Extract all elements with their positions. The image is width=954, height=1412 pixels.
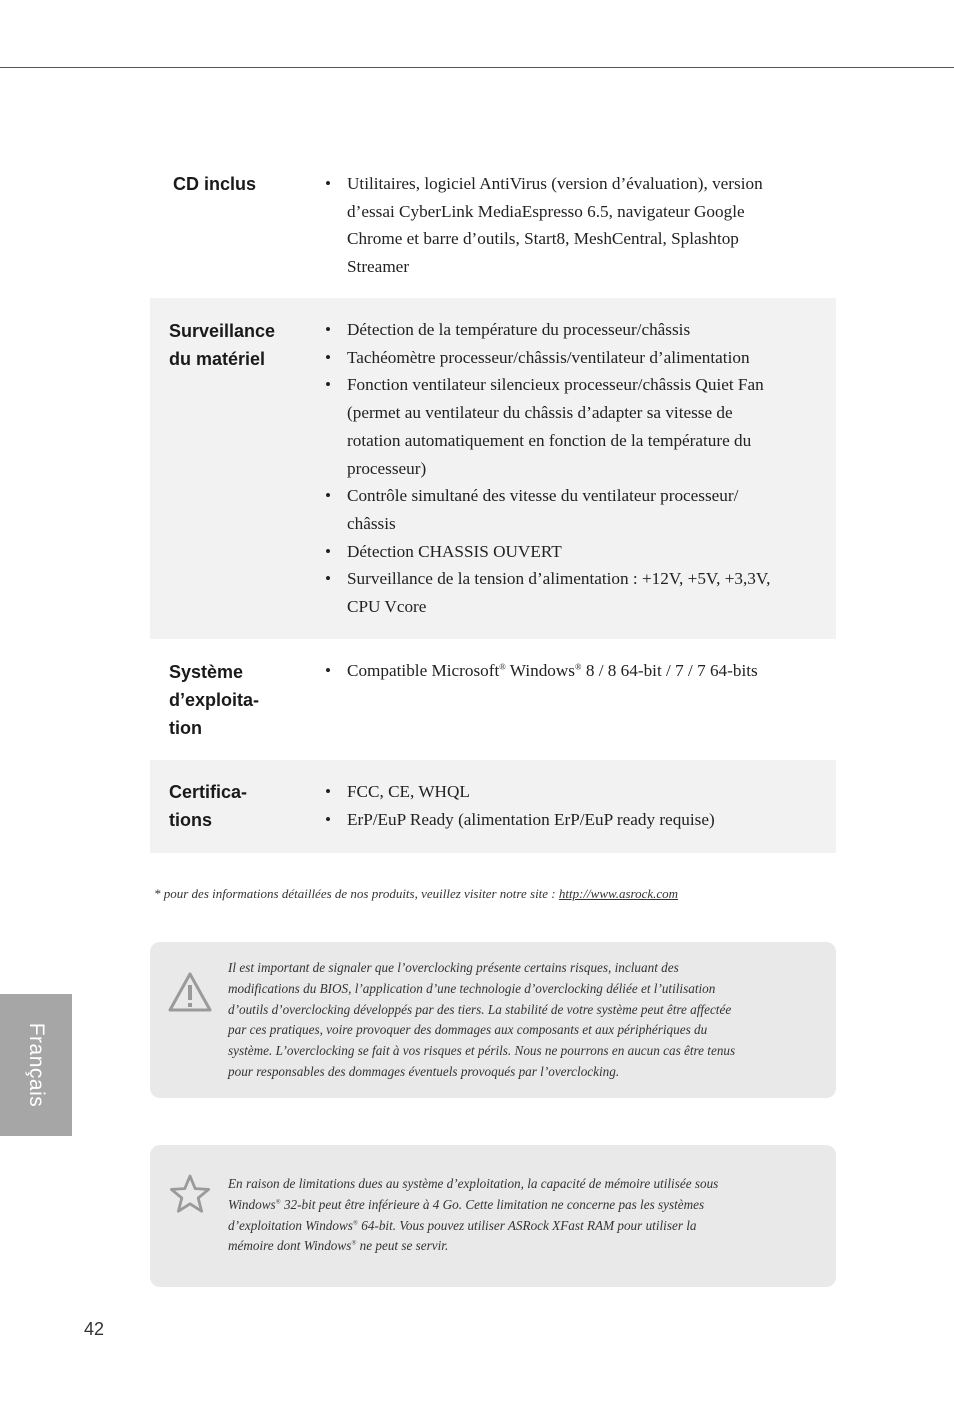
list-item: • Tachéomètre processeur/châssis/ventilateur d’alimentation [325,347,750,367]
spec-label-certifications: Certifica- tions [169,782,248,830]
spec-row-os [150,639,836,760]
spec-list-cd [325,170,785,281]
spec-row-cd [150,168,836,298]
page-number: 42 [84,1319,105,1339]
spec-list-certifications [325,778,785,833]
memory-note-text: En raison de limitations dues au système d’exploitation, la capacité de mémoire utilisée sous Windows® 32-bit peut être inférieure à 4 Go. Cette limitation ne concerne pas les systèmes d’exploitation Windows® 64-bit. Vous pouvez utiliser ASRock XFast RAM pour utiliser la mémoire dont Windows® ne peut se servir. [228,1176,719,1254]
footnote: * pour des informations détaillées de nos produits, veuillez visiter notre site : http://www.asrock.com [154,886,679,901]
language-side-tab: Français [0,994,72,1136]
warning-note [150,942,836,1098]
spec-list-os [325,657,805,685]
list-item: • Fonction ventilateur silencieux processeur/châssis Quiet Fan (permet au ventilateur du châssis d’adapter sa vitesse de rotation automatiquement en fonction de la température du processeur) [325,375,764,478]
list-item: • ErP/EuP Ready (alimentation ErP/EuP ready requise) [325,809,715,829]
warning-note-text: Il est important de signaler que l’overclocking présente certains risques, incluant des modifications du BIOS, l’application d’une technologie d’overclocking déliée et l’utilisation d’outils d’overclocking développés par des tiers. La stabilité de votre système peut être affectée par ces pratiques, voire provoquer des dommages aux composants et aux périphériques du système. L’overclocking se fait à vos risques et périls. Nous ne pourrons en aucun cas être tenus pour responsables des dommages éventuels provoqués par l’overclocking. [228,960,736,1079]
list-item: • Surveillance de la tension d’alimentation : +12V, +5V, +3,3V, CPU Vcore [325,569,771,617]
spec-label-cd: CD inclus [173,174,257,194]
spec-list-hardware-monitor [325,316,785,621]
header-rule [0,67,954,68]
list-item: • Utilitaires, logiciel AntiVirus (version d’évaluation), version d’essai CyberLink MediaEspresso 6.5, navigateur Google Chrome et barre d’outils, Start8, MeshCentral, Splashtop Streamer [325,174,763,277]
list-item: • Compatible Microsoft® Windows® 8 / 8 64-bit / 7 / 7 64-bits [325,661,758,680]
spec-row-certifications [150,760,836,853]
spec-row-hardware-monitor [150,298,836,639]
warning-triangle-icon [167,971,213,1013]
list-item: • FCC, CE, WHQL [325,782,470,801]
list-item: • Détection CHASSIS OUVERT [325,541,562,561]
list-item: • Détection de la température du processeur/châssis [325,320,691,339]
star-icon [168,1173,212,1215]
spec-label-os: Système d’exploita- tion [169,662,260,738]
asrock-website-link[interactable]: http://www.asrock.com [558,886,679,901]
list-item: • Contrôle simultané des vitesse du ventilateur processeur/ châssis [325,486,739,533]
spec-label-hardware-monitor: Surveillance du matériel [169,321,276,369]
memory-note [150,1145,836,1287]
